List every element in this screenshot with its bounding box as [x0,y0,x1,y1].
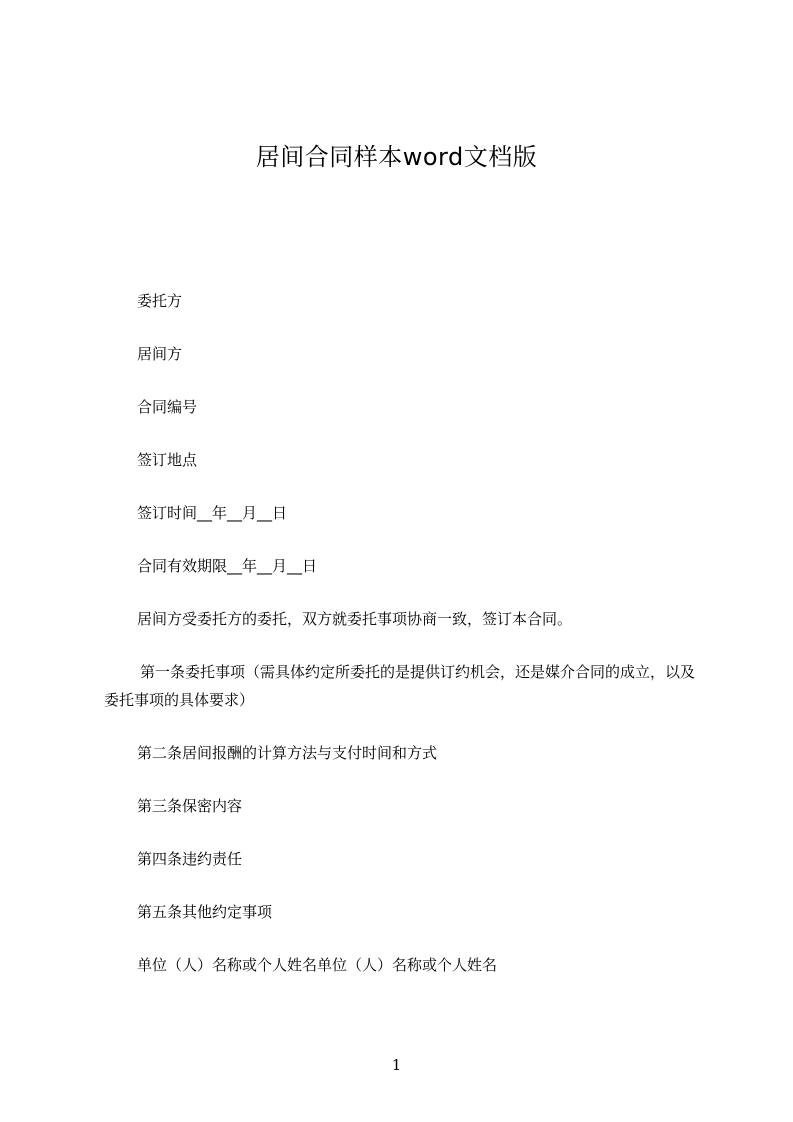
page-number: 1 [391,1056,402,1074]
paragraph-signing-date: 签订时间__年__月__日 [137,504,288,522]
paragraph-validity-period: 合同有效期限__年__月__日 [137,557,318,575]
paragraph-article-3: 第三条保密内容 [137,797,243,815]
paragraph-preamble: 居间方受委托方的委托，双方就委托事项协商一致，签订本合同。 [137,610,573,628]
paragraph-article-1: 第一条委托事项（需具体约定所委托的是提供订约机会，还是媒介合同的成立，以及委托事项的具体要求） [104,663,696,709]
document-title: 居间合同样本word文档版 [255,143,538,171]
paragraph-article-4: 第四条违约责任 [137,850,243,868]
paragraph-article-2: 第二条居间报酬的计算方法与支付时间和方式 [137,744,438,762]
paragraph-signatories: 单位（人）名称或个人姓名单位（人）名称或个人姓名 [137,956,498,974]
paragraph-signing-place: 签订地点 [137,451,198,469]
paragraph-broker: 居间方 [137,345,183,363]
paragraph-contract-number: 合同编号 [137,398,198,416]
paragraph-client: 委托方 [137,292,183,310]
paragraph-article-5: 第五条其他约定事项 [137,903,273,921]
